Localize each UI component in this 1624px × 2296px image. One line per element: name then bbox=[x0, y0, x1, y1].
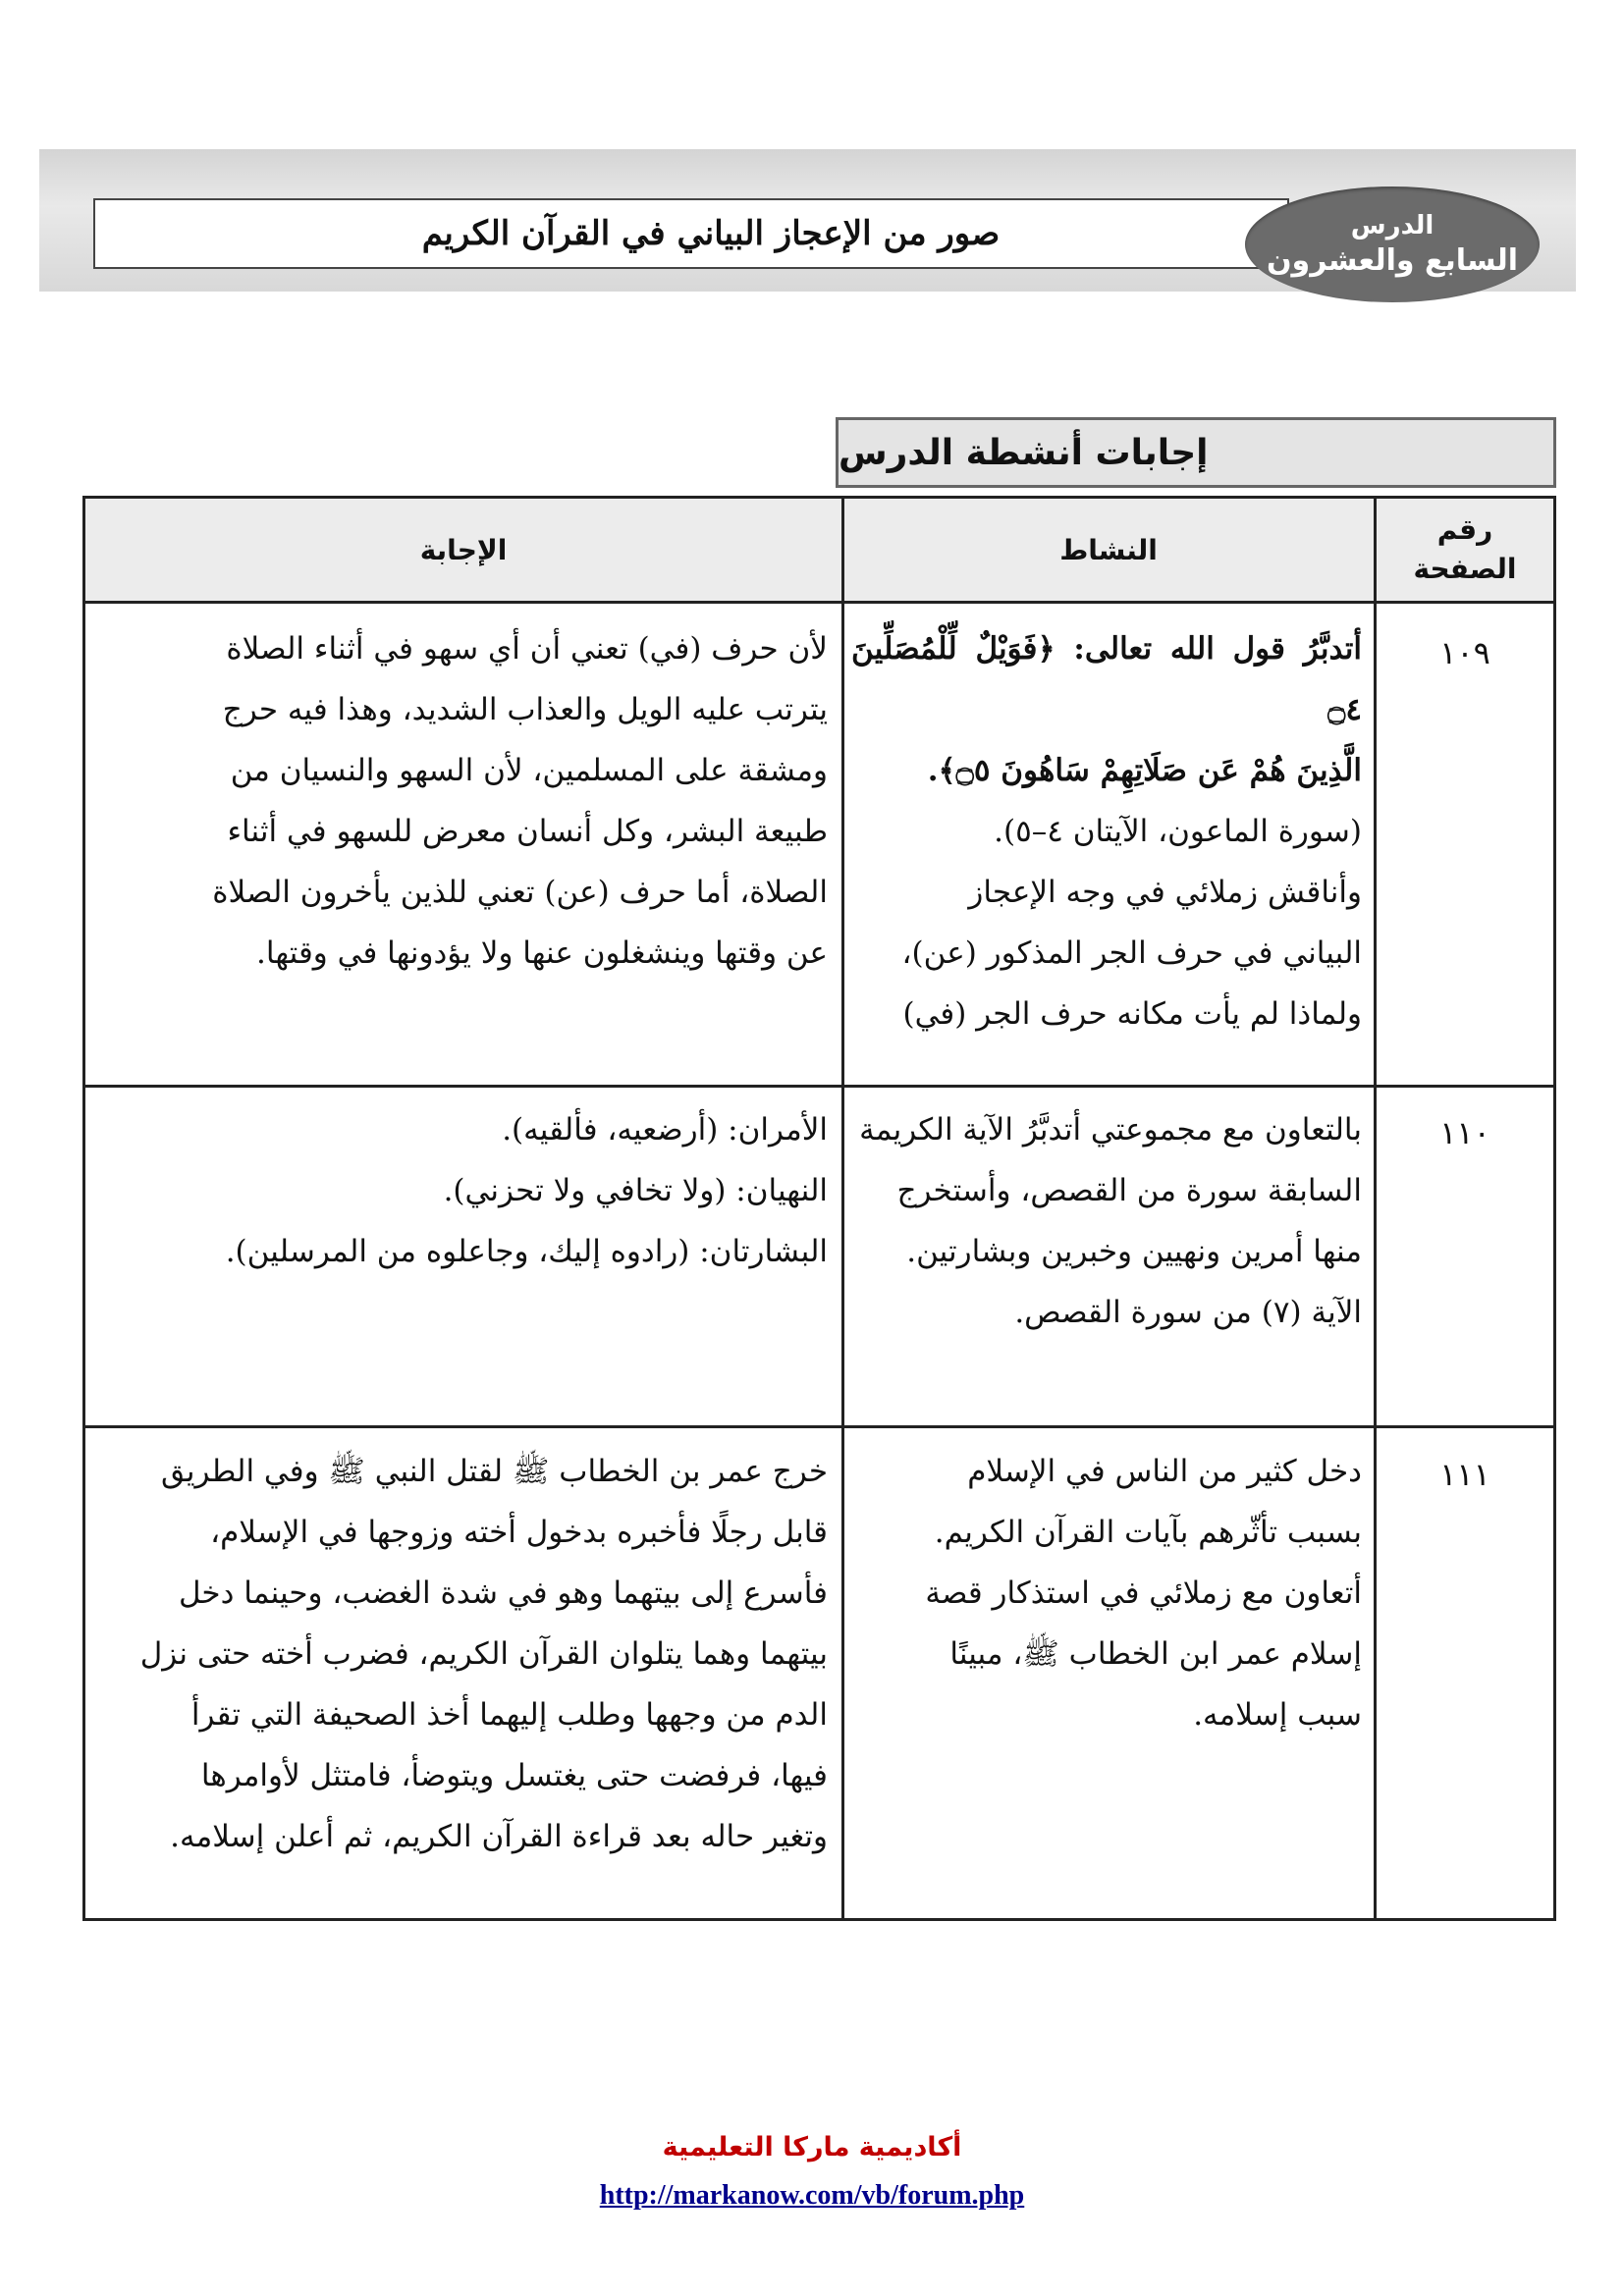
answer-line: يترتب عليه الويل والعذاب الشديد، وهذا فيه حرج bbox=[222, 692, 828, 727]
academy-name: أكاديمية ماركا التعليمية bbox=[662, 2132, 962, 2163]
row-divider bbox=[85, 1425, 1553, 1428]
answer-line: فيها، فرفضت حتى يغتسل ويتوضأ، فامتثل لأوامرها bbox=[200, 1758, 828, 1793]
activity-line: الآية (٧) من سورة القصص. bbox=[1014, 1295, 1362, 1330]
activity-line: ولماذا لم يأت مكانه حرف الجر (في) bbox=[902, 996, 1362, 1032]
activity-line: بالتعاون مع مجموعتي أتدبَّرُ الآية الكريمة bbox=[859, 1112, 1362, 1148]
row-activity bbox=[851, 1099, 1362, 1343]
answer-line: عن وقتها وينشغلون عنها ولا يؤدونها في وقتها. bbox=[256, 935, 828, 971]
activity-line: الَّذِينَ هُمْ عَن صَلَاتِهِمْ سَاهُونَ ۝٥﴾. bbox=[927, 753, 1362, 788]
row-page-number: ١١٠ bbox=[1439, 1114, 1490, 1151]
activity-line: وأناقش زملائي في وجه الإعجاز bbox=[968, 875, 1362, 910]
activity-line: دخل كثير من الناس في الإسلام bbox=[967, 1454, 1362, 1489]
answers-table bbox=[82, 496, 1556, 1921]
activity-line: إسلام عمر ابن الخطاب ﷺ، مبينًا bbox=[949, 1636, 1362, 1672]
answer-line: الدم من وجهها وطلب إليهما أخذ الصحيفة التي تقرأ bbox=[190, 1697, 828, 1733]
column-divider bbox=[841, 499, 844, 1918]
row-divider bbox=[85, 1085, 1553, 1088]
row-answer bbox=[113, 1099, 828, 1282]
lesson-badge-line1: الدرس bbox=[1350, 211, 1435, 240]
answer-line: ومشقة على المسلمين، لأن السهو والنسيان من bbox=[230, 753, 828, 788]
lesson-title: صور من الإعجاز البياني في القرآن الكريم bbox=[421, 214, 1001, 253]
lesson-number-badge bbox=[1245, 187, 1540, 302]
activity-line: منها أمرين ونهيين وخبرين وبشارتين. bbox=[906, 1234, 1362, 1269]
activity-line: أتدبَّرُ قول الله تعالى: ﴿فَوَيْلٌ لِّلْمُصَلِّينَ ۝٤ bbox=[851, 631, 1362, 727]
answer-line: الصلاة، أما حرف (عن) تعني للذين يأخرون الصلاة bbox=[212, 875, 828, 910]
answer-line: وتغير حاله بعد قراءة القرآن الكريم، ثم أعلن إسلامه. bbox=[170, 1819, 828, 1854]
header-page-number: رقم الصفحة bbox=[1413, 513, 1517, 585]
header-answer: الإجابة bbox=[419, 533, 508, 566]
lesson-badge-line2: السابع والعشرون bbox=[1266, 242, 1519, 278]
activity-line: بسبب تأثّرهم بآيات القرآن الكريم. bbox=[934, 1515, 1362, 1550]
answer-line: الأمران: (أرضعيه، فألقيه). bbox=[502, 1112, 828, 1148]
row-page-number: ١٠٩ bbox=[1439, 634, 1490, 671]
answer-line: فأسرع إلى بيتهما وهو في شدة الغضب، وحينما دخل bbox=[178, 1575, 828, 1611]
row-page-number: ١١١ bbox=[1439, 1456, 1490, 1493]
answer-line: طبيعة البشر، وكل أنسان معرض للسهو في أثناء bbox=[227, 814, 828, 849]
answer-line: خرج عمر بن الخطاب ﷺ لقتل النبي ﷺ وفي الطريق bbox=[160, 1454, 828, 1489]
activity-line: أتعاون مع زملائي في استذكار قصة bbox=[925, 1575, 1362, 1611]
table-header bbox=[85, 499, 1553, 604]
activity-line: (سورة الماعون، الآيتان ٤–٥). bbox=[994, 814, 1362, 849]
answer-line: بيتهما وهما يتلوان القرآن الكريم، فضرب أخته حتى نزل bbox=[139, 1636, 828, 1672]
answer-line: قابل رجلًا فأخبره بدخول أخته وزوجها في الإسلام، bbox=[210, 1515, 828, 1550]
header-activity: النشاط bbox=[1059, 533, 1158, 566]
activity-line: البياني في حرف الجر المذكور (عن)، bbox=[901, 935, 1362, 971]
row-activity bbox=[851, 618, 1362, 1044]
row-answer bbox=[113, 618, 828, 984]
forum-link[interactable]: http://markanow.com/vb/forum.php bbox=[599, 2180, 1025, 2211]
column-divider bbox=[1374, 499, 1377, 1918]
lesson-title-box bbox=[93, 198, 1289, 269]
row-activity bbox=[851, 1441, 1362, 1745]
activity-line: السابقة سورة من القصص، وأستخرج bbox=[896, 1173, 1362, 1208]
answer-line: البشارتان: (رادوه إليك، وجاعلوه من المرسلين). bbox=[225, 1234, 828, 1269]
section-label: إجابات أنشطة الدرس bbox=[836, 417, 1556, 488]
answer-line: النهيان: (ولا تخافي ولا تحزني). bbox=[443, 1173, 828, 1208]
row-answer bbox=[113, 1441, 828, 1867]
activity-line: سبب إسلامه. bbox=[1193, 1697, 1362, 1733]
answer-line: لأن حرف (في) تعني أن أي سهو في أثناء الصلاة bbox=[226, 631, 828, 667]
